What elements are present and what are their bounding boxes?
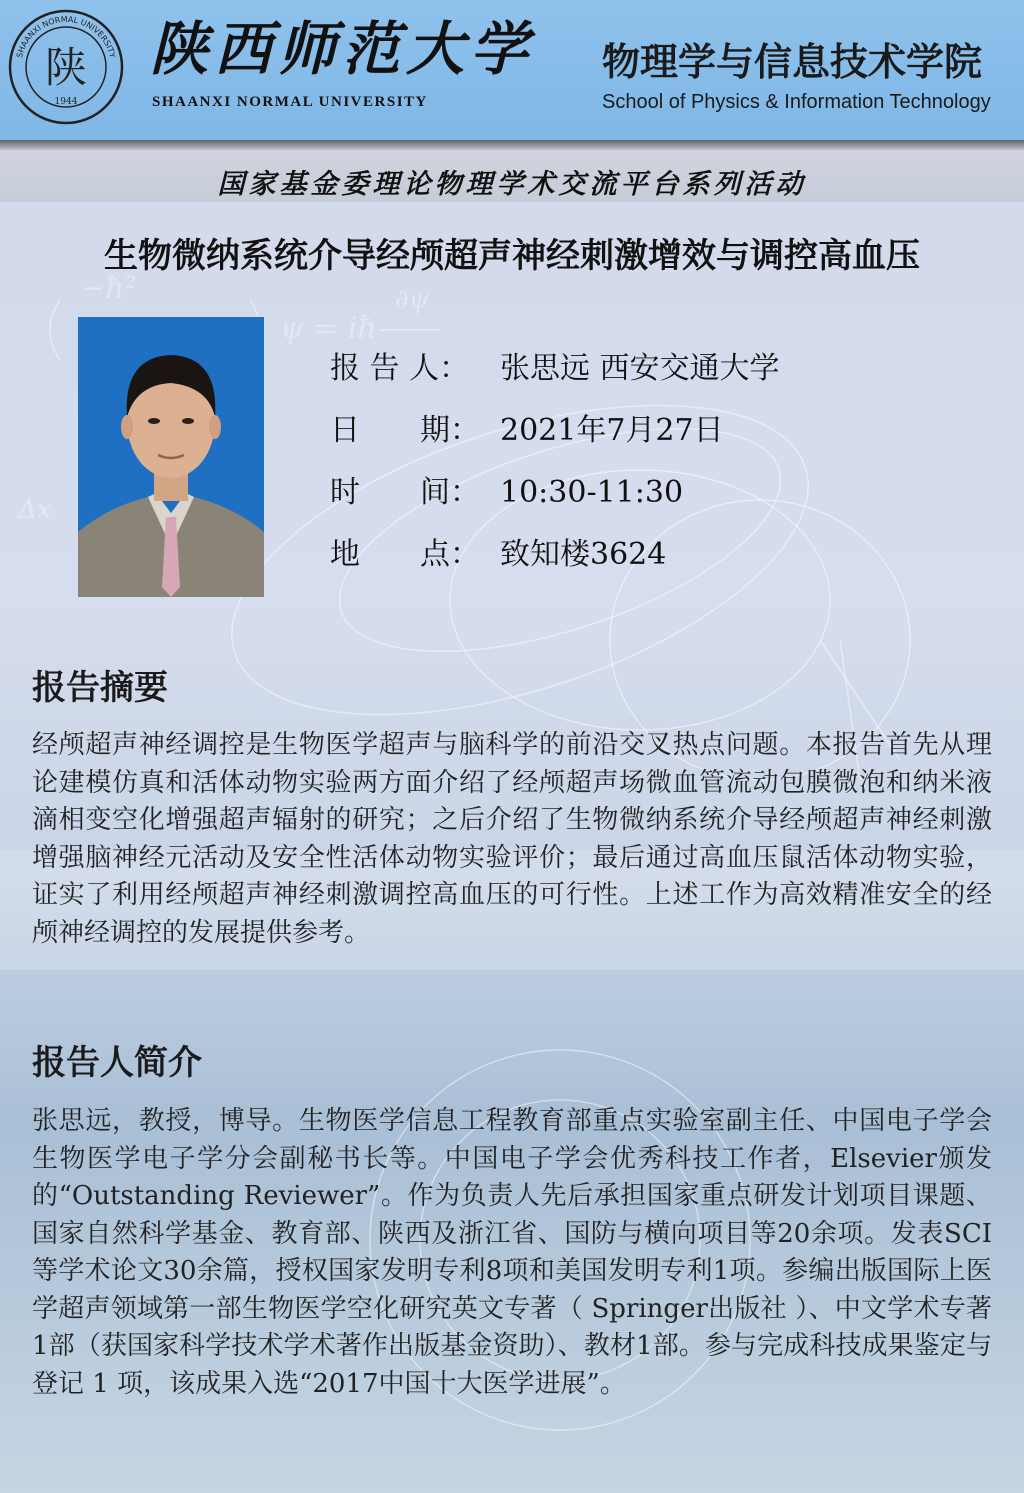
svg-text:−ħ²: −ħ² bbox=[80, 271, 137, 306]
svg-text:1944: 1944 bbox=[54, 97, 78, 107]
speaker-portrait-icon bbox=[78, 317, 264, 597]
talk-title: 生物微纳系统介导经颅超声神经刺激增效与调控高血压 bbox=[104, 237, 920, 275]
speaker-label: 报 告 人： bbox=[330, 351, 470, 386]
school-name-en: School of Physics & Information Technology bbox=[602, 91, 991, 113]
svg-text:陕: 陕 bbox=[44, 43, 88, 92]
place-row bbox=[330, 524, 780, 586]
university-name-cn: 陕西师范大学 bbox=[150, 15, 535, 83]
bio-heading: 报告人简介 bbox=[32, 1044, 202, 1082]
date-label: 日 期： bbox=[330, 413, 480, 448]
date-value: 2021年7月27日 bbox=[500, 413, 724, 448]
svg-text:SHAANXI NORMAL UNIVERSITY: SHAANXI NORMAL UNIVERSITY bbox=[15, 14, 117, 59]
abstract-heading: 报告摘要 bbox=[32, 669, 168, 707]
talk-info bbox=[330, 338, 780, 586]
svg-text:∂ψ: ∂ψ bbox=[395, 285, 429, 315]
speaker-value: 张思远 西安交通大学 bbox=[500, 351, 780, 386]
time-label: 时 间： bbox=[330, 475, 480, 510]
series-banner bbox=[0, 150, 1024, 202]
place-label: 地 点： bbox=[330, 537, 480, 572]
school-name-cn: 物理学与信息技术学院 bbox=[602, 42, 983, 84]
place-value: 致知楼3624 bbox=[500, 537, 667, 572]
time-row bbox=[330, 462, 780, 524]
svg-text:ψ = iħ: ψ = iħ bbox=[280, 311, 377, 346]
date-row bbox=[330, 400, 780, 462]
university-name-en: SHAANXI NORMAL UNIVERSITY bbox=[152, 94, 428, 110]
time-value: 10:30-11:30 bbox=[500, 475, 684, 510]
speaker-photo bbox=[78, 317, 264, 597]
university-seal-icon bbox=[7, 8, 125, 126]
abstract-text: 经颅超声神经调控是生物医学超声与脑科学的前沿交叉热点问题。本报告首先从理论建模仿真和活体动物实验两方面介绍了经颅超声场微血管流动包膜微泡和纳米液滴相变空化增强超声辐射的研究；之后介绍了生物微纳系统介导经颅超声神经刺激增强脑神经元活动及安全性活体动物实验评价；最后通过高血压鼠活体动物实验，证实了利用经颅超声神经刺激调控高血压的可行性。上述工作为高效精准安全的经颅神经调控的发展提供参考。 bbox=[32, 730, 992, 948]
speaker-row bbox=[330, 338, 780, 400]
svg-text:Δx: Δx bbox=[18, 495, 52, 525]
bio-text: 张思远，教授，博导。生物医学信息工程教育部重点实验室副主任、中国电子学会生物医学电子学分会副秘书长等。中国电子学会优秀科技工作者，Elsevier颁发的“Outstanding Reviewer”。作为负责人先后承担国家重点研发计划项目课题、国家自然科学基金、教育部、陕西及浙江省、国防与横向项目等20余项。发表SCI等学术论文30余篇，授权国家发明专利8项和美国发明专利1项。参编出版国际上医学超声领域第一部生物医学空化研究英文专著（ Springer出版社 ）、中文学术专著1部（获国家科学技术学术著作出版基金资助）、教材1部。参与完成科技成果鉴定与登记 1 项，该成果入选“2017中国十大医学进展”。 bbox=[32, 1106, 992, 1399]
series-banner-text: 国家基金委理论物理学术交流平台系列活动 bbox=[217, 169, 807, 200]
header-bar bbox=[0, 0, 1024, 140]
